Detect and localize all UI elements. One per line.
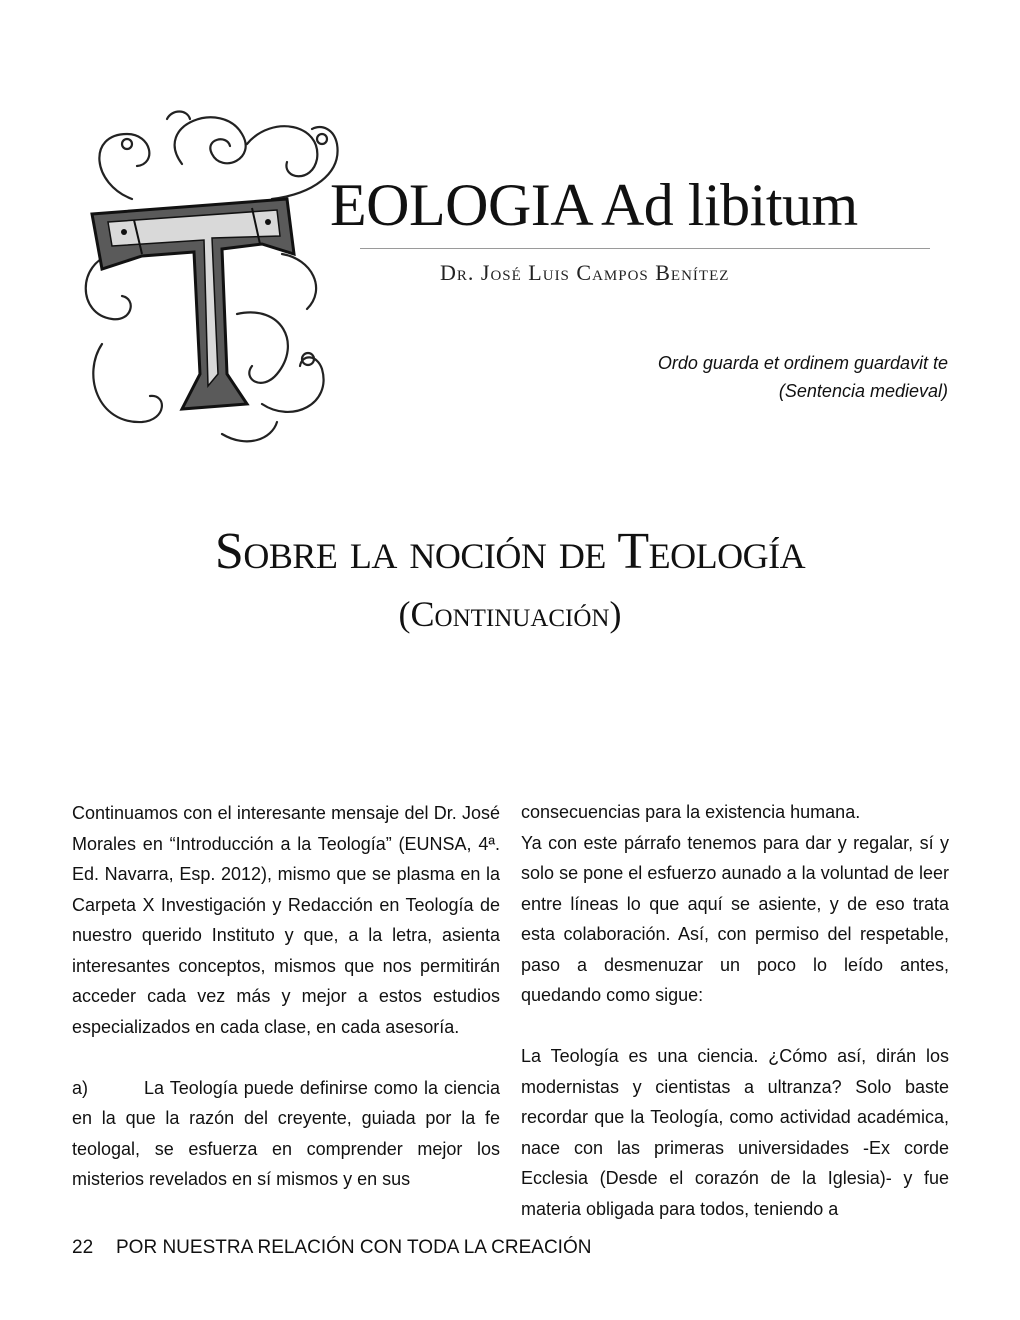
list-item-marker: a) xyxy=(72,1077,89,1098)
ornamental-letter-t-icon xyxy=(72,104,352,449)
page-footer xyxy=(72,1235,772,1261)
article-subtitle: (Continuación) xyxy=(398,594,622,634)
paragraph: Ya con este párrafo tenemos para dar y regalar, sí y solo se pone el esfuerzo aunado a la voluntad de leer entre líneas lo que aquí se asiente, y de eso trata esta colaboración. Así, con permiso del respetable, paso a desmenuzar un poco lo leído antes, quedando como sigue: xyxy=(521,832,949,1005)
list-item-text: La Teología puede definirse como la ciencia en la que la razón del creyente, guiada por la fe teologal, se esfuerza en comprender mejor los misterios revelados en sí mismos y en sus xyxy=(72,1077,500,1189)
epigraph xyxy=(528,349,948,405)
article-title: Sobre la noción de Teología xyxy=(214,523,806,580)
page-number: 22 xyxy=(72,1237,94,1258)
text-column-left xyxy=(72,798,500,1195)
paragraph: La Teología es una ciencia. ¿Cómo así, dirán los modernistas y cientistas a ultranza? Solo baste recordar que la Teología, como actividad académica, nace con las primeras universidades -Ex corde Ecclesia (Desde el corazón de la Iglesia)- y fue materia obligada para todos, teniendo a xyxy=(521,1046,949,1219)
epigraph-quote: Ordo guarda et ordinem guardavit te xyxy=(657,353,948,373)
running-title: POR NUESTRA RELACIÓN CON TODA LA CREACIÓN xyxy=(116,1237,592,1258)
list-item xyxy=(72,1073,500,1195)
paragraph: consecuencias para la existencia humana. xyxy=(521,802,861,822)
epigraph-source: (Sentencia medieval) xyxy=(778,381,948,401)
series-title: EOLOGIA Ad libitum xyxy=(330,172,858,238)
paragraph: Continuamos con el interesante mensaje del Dr. José Morales en “Introducción a la Teología” (EUNSA, 4ª. Ed. Navarra, Esp. 2012), mismo que se plasma en la Carpeta X Investigación y Redacción en Teología de nuestro querido Instituto y que, a la letra, asienta interesantes conceptos, mismos que nos permitirán acceder cada vez más y mejor a estos estudios especializados en cada clase, en cada asesoría. xyxy=(72,803,500,1037)
title-divider xyxy=(360,248,930,249)
text-column-right xyxy=(521,797,949,1224)
author-name: Dr. José Luis Campos Benítez xyxy=(440,260,730,285)
